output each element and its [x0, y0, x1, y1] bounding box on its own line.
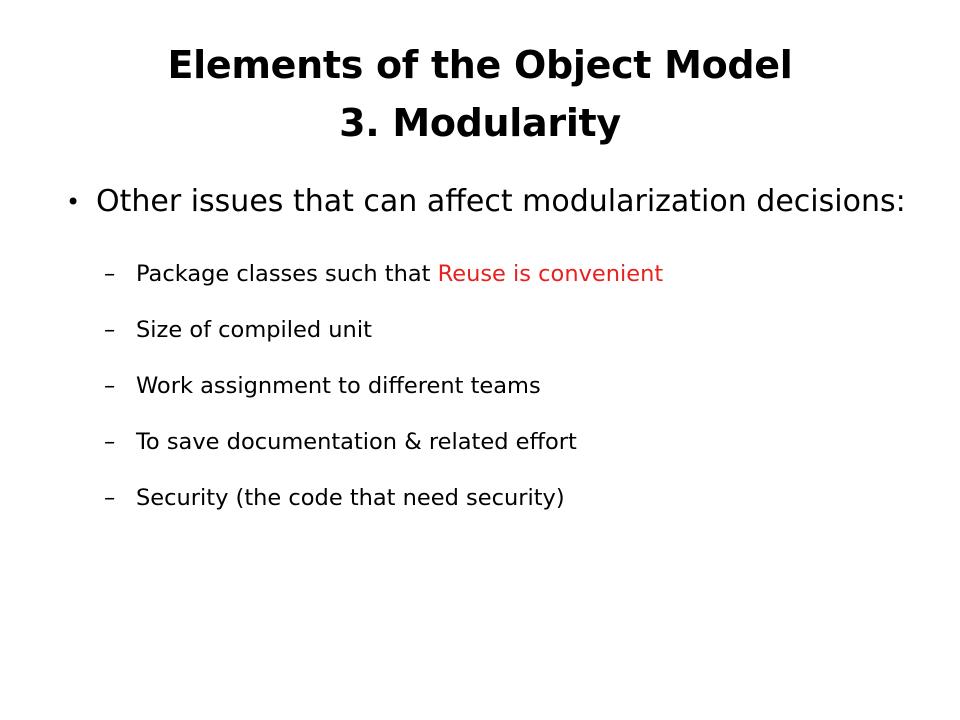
- sub-bullet-list: [66, 246, 926, 526]
- bullet-dot-icon: •: [66, 188, 81, 216]
- sub-bullet-item: [66, 246, 926, 302]
- title-line-2: 3. Modularity: [339, 101, 621, 145]
- sub-bullet-item: [66, 414, 926, 470]
- sub-bullet-text: Work assignment to different teams: [136, 373, 541, 399]
- sub-bullet-highlight: Reuse is convenient: [437, 261, 664, 287]
- dash-icon: –: [104, 317, 116, 343]
- dash-icon: –: [104, 261, 116, 287]
- main-bullet-text: Other issues that can affect modularization decisions:: [96, 184, 906, 219]
- dash-icon: –: [104, 429, 116, 455]
- sub-bullet-text: Size of compiled unit: [136, 317, 372, 343]
- sub-bullet-item: [66, 470, 926, 526]
- slide-content: [66, 178, 926, 526]
- sub-bullet-text: Security (the code that need security): [136, 485, 565, 511]
- sub-bullet-text: To save documentation & related effort: [136, 429, 577, 455]
- sub-bullet-text: Package classes such that: [136, 261, 438, 287]
- dash-icon: –: [104, 373, 116, 399]
- sub-bullet-item: [66, 358, 926, 414]
- dash-icon: –: [104, 485, 116, 511]
- title-line-1: Elements of the Object Model: [167, 43, 793, 87]
- sub-bullet-item: [66, 302, 926, 358]
- main-bullet: [66, 178, 926, 226]
- slide-title: [60, 36, 900, 152]
